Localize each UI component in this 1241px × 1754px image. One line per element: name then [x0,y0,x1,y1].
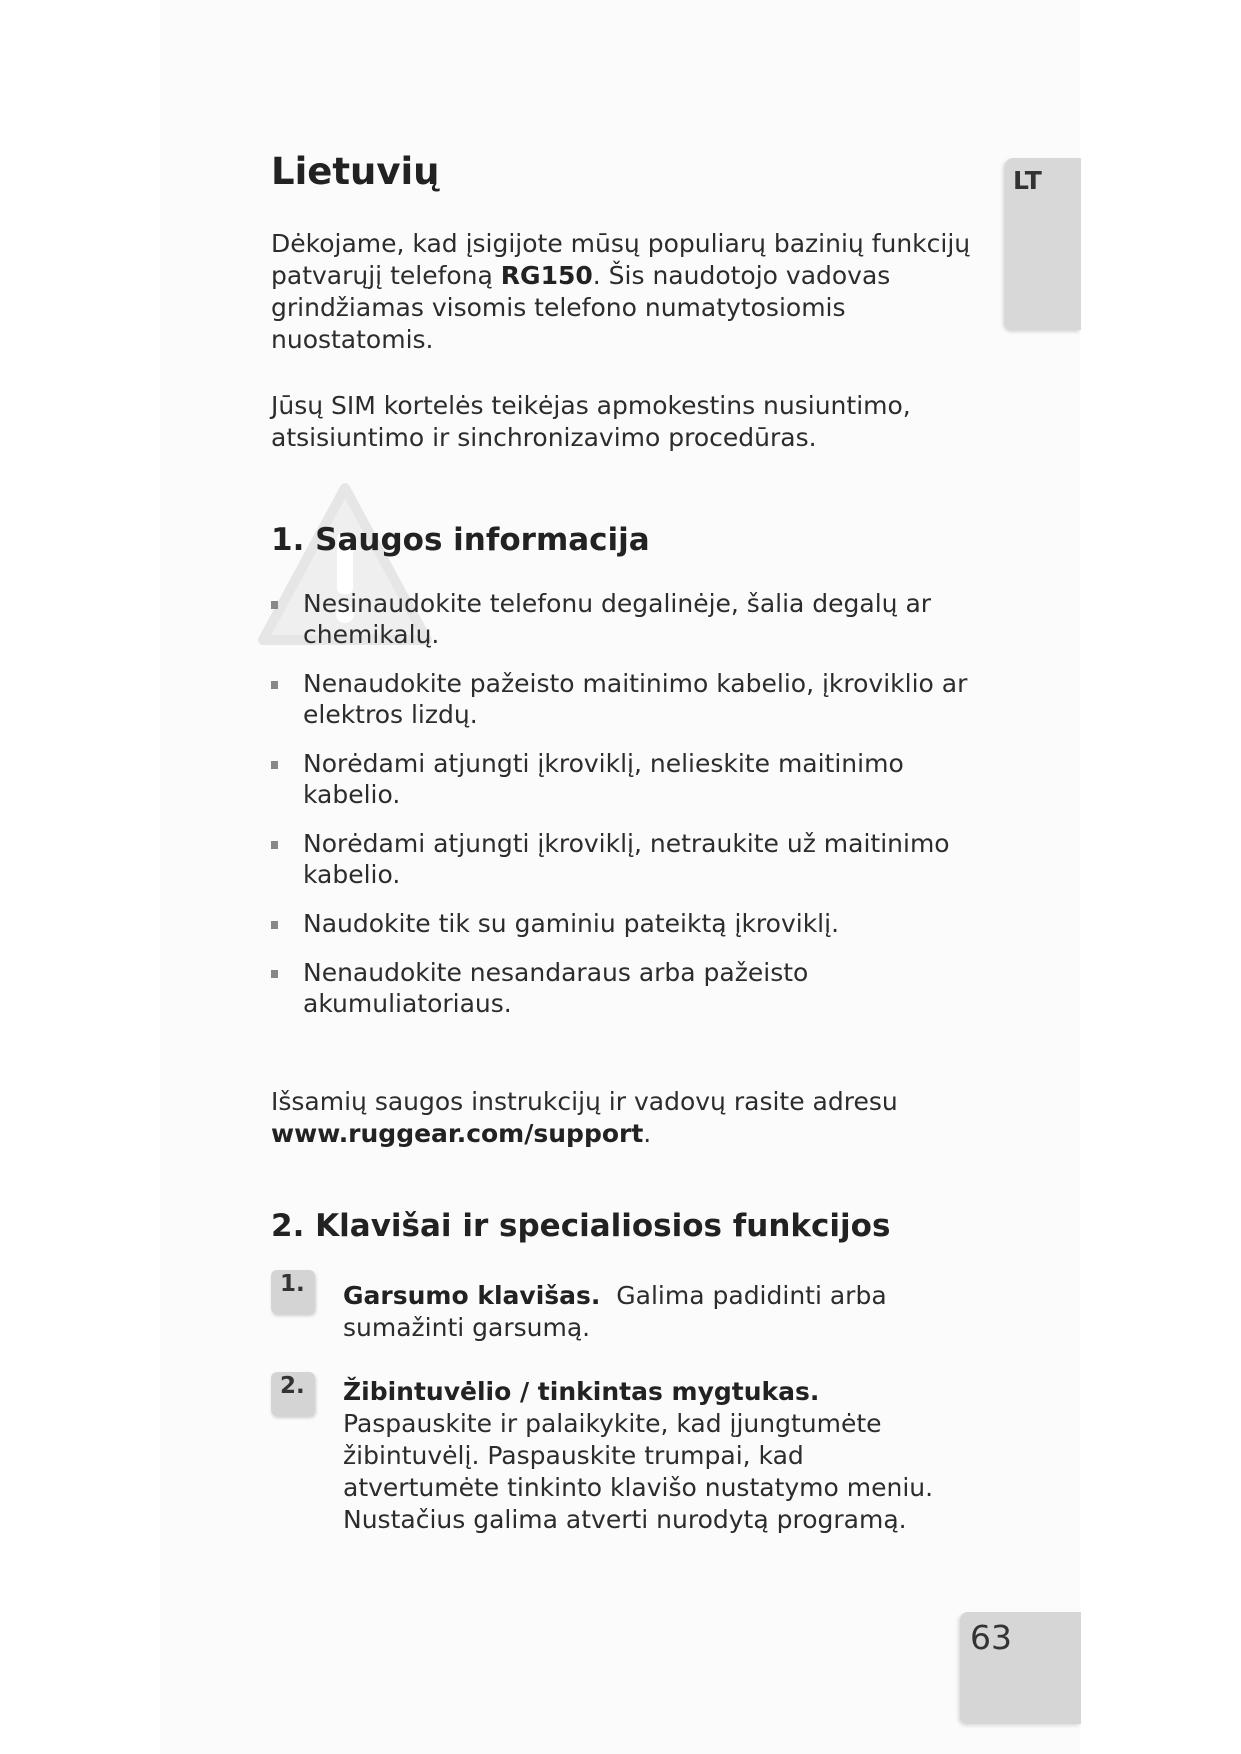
key-description-paragraph [343,1376,963,1536]
support-url-link[interactable]: www.ruggear.com/support [271,1119,644,1148]
safety-list-item [271,828,971,890]
bullet-icon [271,681,278,689]
key-description: Paspauskite ir palaikykite, kad įjungtumėte žibintuvėlį. Paspauskite trumpai, kad atvertumėte tinkinto klavišo nustatymo meniu. Nustačius galima atverti nurodytą programą. [343,1409,934,1534]
sim-note-paragraph: Jūsų SIM kortelės teikėjas apmokestins nusiuntimo, atsisiuntimo ir sinchronizavimo procedūras. [271,391,911,452]
safety-item-text: Nesinaudokite telefonu degalinėje, šalia degalų ar chemikalų. [303,589,932,649]
language-tab [1005,158,1081,330]
intro-text-1: Dėkojame, kad įsigijote mūsų populiarų bazinių funkcijų patvarųjį telefoną [271,229,971,290]
key-number: 2. [280,1373,305,1399]
key-number: 1. [280,1271,305,1297]
safety-list-item [271,908,971,939]
key-description-paragraph [343,1280,963,1344]
safety-list-item [271,748,971,810]
bullet-icon [271,601,278,609]
intro-text-2: . Šis naudotojo vadovas grindžiamas visomis telefono numatytosiomis nuostatomis. [271,261,891,354]
bullet-icon [271,761,278,769]
safety-item-text: Naudokite tik su gaminiu pateiktą įkroviklį. [303,909,840,938]
bullet-icon [271,841,278,849]
language-tab-label: LT [1013,166,1042,195]
safety-list-item [271,588,971,650]
key-name: Garsumo klavišas. [343,1281,601,1310]
safety-item-text: Nenaudokite pažeisto maitinimo kabelio, įkroviklio ar elektros lizdų. [303,669,968,729]
bullet-icon [271,970,278,978]
safety-list [271,588,971,1037]
more-info-paragraph [271,1086,971,1150]
model-name: RG150 [500,261,593,290]
intro-paragraph [271,228,971,356]
section-heading-safety: 1. Saugos informacija [271,522,650,558]
section-heading-keys: 2. Klavišai ir specialiosios funkcijos [271,1208,891,1244]
more-info-text: Išsamių saugos instrukcijų ir vadovų rasite adresu [271,1087,898,1116]
page-number: 63 [970,1618,1012,1657]
bullet-icon [271,921,278,929]
key-name: Žibintuvėlio / tinkintas mygtukas. [343,1377,820,1406]
safety-list-item [271,957,971,1019]
safety-item-text: Norėdami atjungti įkroviklį, netraukite už maitinimo kabelio. [303,829,950,889]
page-title: Lietuvių [271,150,440,193]
key-number-badge [271,1372,315,1416]
safety-list-item [271,668,971,730]
page-number-tab [960,1612,1081,1724]
more-info-end: . [643,1119,652,1148]
key-number-badge [271,1270,315,1314]
safety-item-text: Nenaudokite nesandaraus arba pažeisto akumuliatoriaus. [303,958,809,1018]
safety-item-text: Norėdami atjungti įkroviklį, nelieskite maitinimo kabelio. [303,749,904,809]
key-description: Galima padidinti arba sumažinti garsumą. [343,1281,887,1342]
